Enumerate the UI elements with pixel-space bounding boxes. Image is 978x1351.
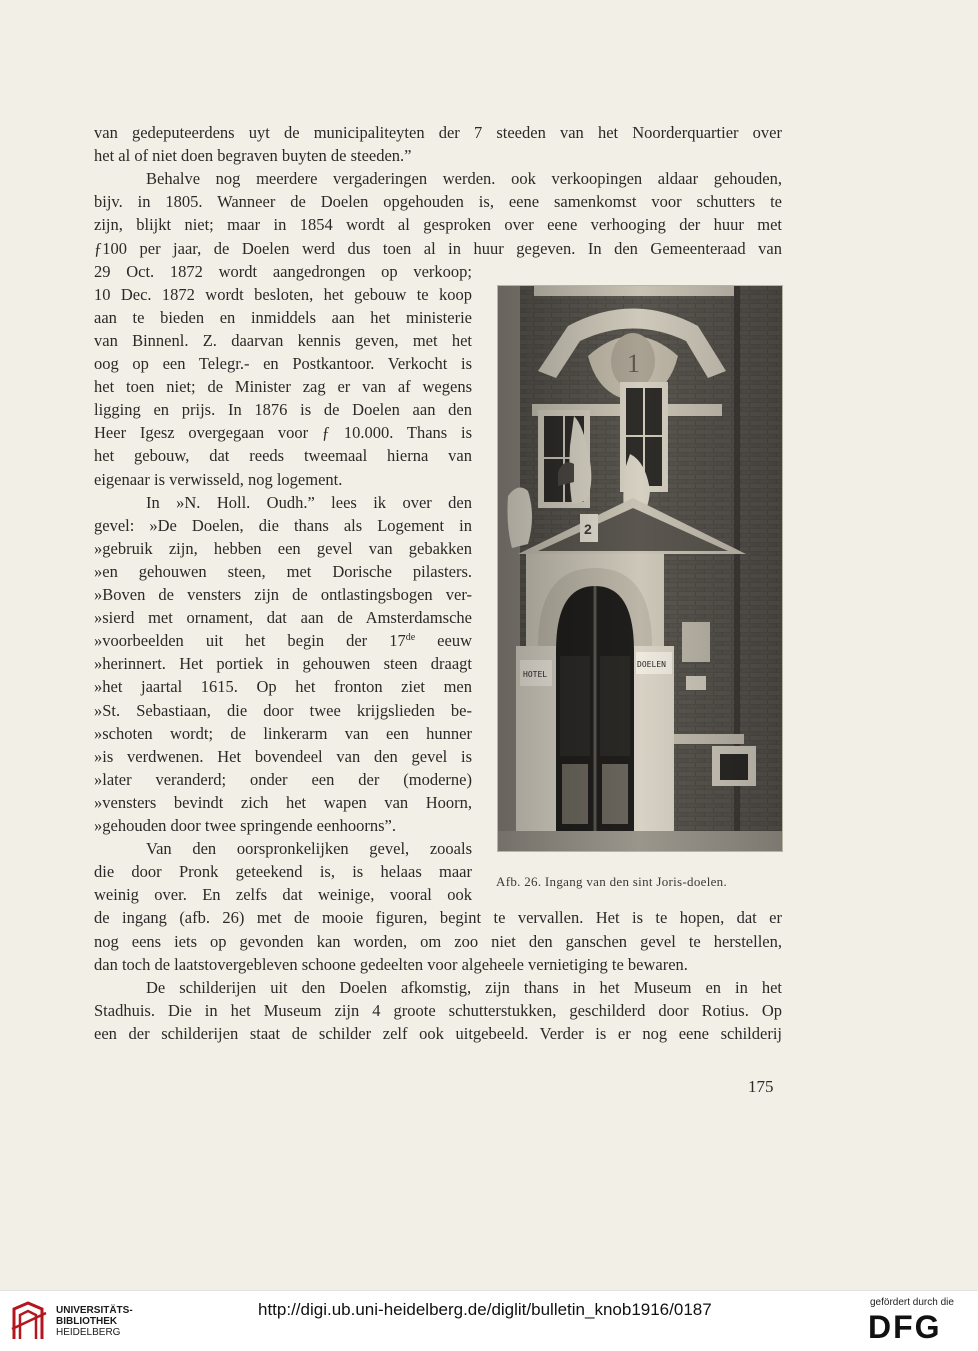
photo-doelen-entrance xyxy=(498,286,782,851)
text-line: aan te bieden en inmiddels aan het ministerie xyxy=(94,307,472,327)
text-line: ƒ100 per jaar, de Doelen werd dus toen al in huur gegeven. In den Gemeenteraad van xyxy=(94,238,782,258)
figure-caption: Afb. 26. Ingang van den sint Joris-doelen. xyxy=(496,874,728,889)
university-library-logo-icon xyxy=(10,1299,48,1345)
text-line: »en gehouwen steen, met Dorische pilasters. xyxy=(94,561,472,581)
dfg-logo: DFG xyxy=(868,1309,942,1345)
page-number: 175 xyxy=(748,1077,774,1096)
text-line: »gehouden door twee springende eenhoorns”. xyxy=(94,816,396,835)
superscript-tail: eeuw xyxy=(415,631,472,651)
text-line: »gebruik zijn, hebben een gevel van gebakken xyxy=(94,538,472,558)
text-line: het gebouw, dat reeds tweemaal hierna van xyxy=(94,446,472,466)
text-line: bijv. in 1805. Wanneer de Doelen opgehouden is, eene samenkomst voor schutters te xyxy=(94,192,782,212)
text-line: 29 Oct. 1872 wordt aangedrongen op verkoop; xyxy=(94,261,472,281)
text-line: zijn, blijkt niet; maar in 1854 wordt al gesproken over eene verhooging der huur met xyxy=(94,215,782,235)
facade-photo xyxy=(498,286,782,851)
funded-by-label: gefördert durch die xyxy=(870,1297,954,1308)
text-line: van Binnenl. Z. daarvan kennis geven, met het xyxy=(94,330,472,350)
text-line: de ingang (afb. 26) met de mooie figuren, begint te vervallen. Het is te hopen, dat er xyxy=(94,908,782,928)
text-line: Stadhuis. Die in het Museum zijn 4 groote schutterstukken, geschilderd door Rotius. Op xyxy=(94,1000,782,1020)
text-line: »schoten wordt; de linkerarm van een hunner xyxy=(94,723,472,743)
text-line: In »N. Holl. Oudh.” lees ik over den xyxy=(146,492,472,512)
text-line: weinig over. En zelfs dat weinige, vooral ook xyxy=(94,885,472,905)
text-line: »Boven de vensters zijn de ontlastingsbogen ver- xyxy=(94,585,472,604)
text-line: het toen niet; de Minister zag er van af wegens xyxy=(94,377,472,397)
text-line: nog eens iets op gevonden kan worden, om zoo niet den ganschen gevel te herstellen, xyxy=(94,931,782,951)
text-line: 10 Dec. 1872 wordt besloten, het gebouw te koop xyxy=(94,284,472,304)
text-line: gevel: »De Doelen, die thans als Logement in xyxy=(94,515,472,535)
text-line: »is verdwenen. Het bovendeel van den gevel is xyxy=(94,746,472,766)
text-line: »sierd met ornament, dat aan de Amsterdamsche xyxy=(94,608,472,628)
text-line: »St. Sebastiaan, die door twee krijgslieden be- xyxy=(94,700,472,720)
library-name: UNIVERSITÄTS- BIBLIOTHEK HEIDELBERG xyxy=(56,1305,133,1338)
footer-bar xyxy=(0,1290,978,1351)
text-line: Van den oorspronkelijken gevel, zooals xyxy=(146,839,472,859)
text-line: die door Pronk geteekend is, is helaas maar xyxy=(94,862,472,882)
source-url-link[interactable]: http://digi.ub.uni-heidelberg.de/diglit/bulletin_knob1916/0187 xyxy=(258,1300,712,1319)
text-line: »voorbeelden uit het begin der 17de eeuw xyxy=(94,631,472,651)
text-line: Heer Igesz overgegaan voor ƒ 10.000. Thans is xyxy=(94,423,472,443)
superscript: de xyxy=(405,632,416,644)
text-line: ligging en prijs. In 1876 is de Doelen aan den xyxy=(94,400,472,420)
text-line: eigenaar is verwisseld, nog logement. xyxy=(94,469,343,489)
text-line: De schilderijen uit den Doelen afkomstig, zijn thans in het Museum en in het xyxy=(146,977,782,997)
text-line: een der schilderijen staat de schilder zelf ook uitgebeeld. Verder is er nog eene schilderij xyxy=(94,1023,782,1043)
text-line: dan toch de laatstovergebleven schoone gedeelten voor algeheele vernietiging te bewaren. xyxy=(94,954,688,974)
text-line: »vensters bevindt zich het wapen van Hoorn, xyxy=(94,792,472,812)
text-line: oog op een Telegr.- en Postkantoor. Verkocht is xyxy=(94,354,472,373)
text-line: »het jaartal 1615. Op het fronton ziet men xyxy=(94,677,472,697)
text-line: Behalve nog meerdere vergaderingen werden. ook verkoopingen aldaar gehouden, xyxy=(146,169,782,189)
text-line: »later veranderd; onder een der (moderne) xyxy=(94,769,472,789)
text-line: van gedeputeerdens uyt de municipaliteyten der 7 steeden van het Noorderquartier over xyxy=(94,123,782,142)
text-line: »herinnert. Het portiek in gehouwen steen draagt xyxy=(94,654,472,674)
text-line: het al of niet doen begraven buyten de steeden.” xyxy=(94,146,412,166)
